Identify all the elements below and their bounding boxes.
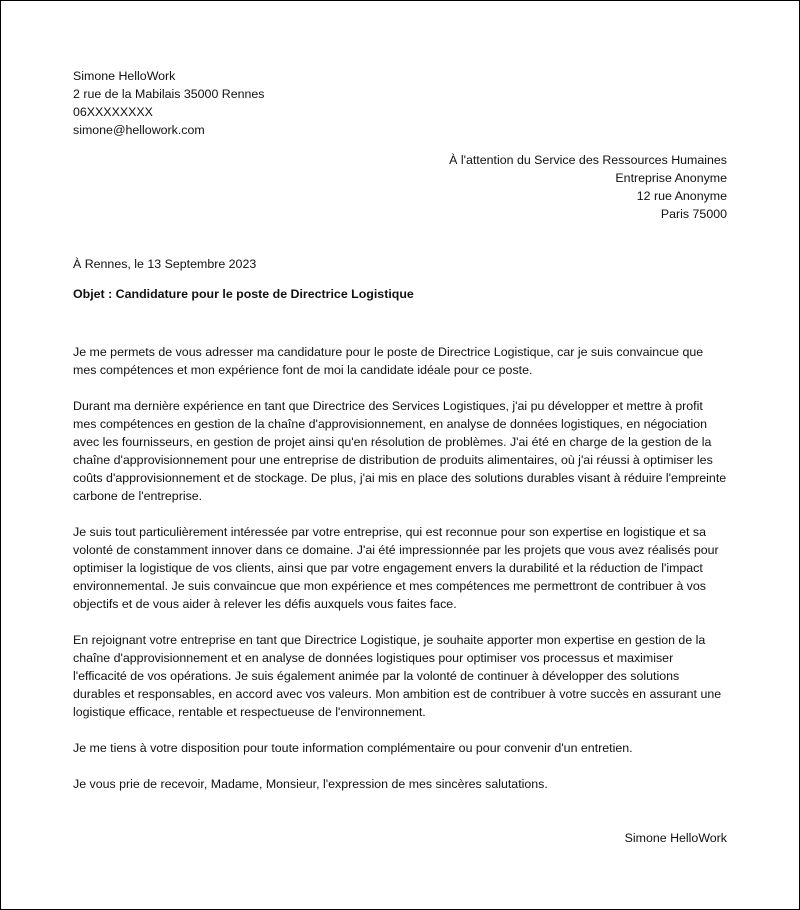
- sender-email: simone@hellowork.com: [73, 123, 205, 137]
- sender-phone: 06XXXXXXXX: [73, 105, 153, 119]
- recipient-street: 12 rue Anonyme: [636, 189, 727, 203]
- date-line: À Rennes, le 13 Septembre 2023: [73, 257, 257, 271]
- body-paragraph-1: Je me permets de vous adresser ma candidature pour le poste de Directrice Logistique, car je suis convaincue que mes compétences et mon expérience font de moi la candidate idéale pour ce poste.: [73, 345, 704, 377]
- subject-line: Objet : Candidature pour le poste de Directrice Logistique: [73, 287, 414, 301]
- recipient-block: [307, 151, 727, 223]
- sender-address: 2 rue de la Mabilais 35000 Rennes: [73, 87, 265, 101]
- signature: Simone HelloWork: [624, 831, 727, 845]
- letter-body: [73, 343, 729, 811]
- body-paragraph-5: Je me tiens à votre disposition pour toute information complémentaire ou pour convenir d'un entretien.: [73, 741, 633, 755]
- sender-block: [73, 67, 473, 139]
- recipient-city: Paris 75000: [660, 207, 727, 221]
- recipient-company: Entreprise Anonyme: [615, 171, 727, 185]
- body-paragraph-4: En rejoignant votre entreprise en tant que Directrice Logistique, je souhaite apporter mon expertise en gestion de la chaîne d'approvisionnement et en analyse de données logistiques pour optimiser vos processus et maximiser l'efficacité de vos opérations. Je suis également animée par la volonté de continuer à développer des solutions durables et responsables, en accord avec vos valeurs. Mon ambition est de contribuer à votre succès en assurant une logistique efficace, rentable et respectueuse de l'environnement.: [73, 633, 722, 719]
- recipient-attention: À l'attention du Service des Ressources Humaines: [449, 153, 727, 167]
- body-paragraph-3: Je suis tout particulièrement intéressée par votre entreprise, qui est reconnue pour son expertise en logistique et sa volonté de constamment innover dans ce domaine. J'ai été impressionnée par les projets que vous avez réalisés pour optimiser la logistique de vos clients, ainsi que par votre engagement envers la durabilité et la réduction de l'impact environnemental. Je suis convaincue que mon expérience et mes compétences me permettront de contribuer à vos objectifs et de vous aider à relever les défis auxquels vous faites face.: [73, 525, 719, 611]
- body-paragraph-6: Je vous prie de recevoir, Madame, Monsieur, l'expression de mes sincères salutations.: [73, 777, 548, 791]
- sender-name: Simone HelloWork: [73, 69, 176, 83]
- body-paragraph-2: Durant ma dernière expérience en tant que Directrice des Services Logistiques, j'ai pu développer et mettre à profit mes compétences en gestion de la chaîne d'approvisionnement, en analyse de données logistiques, en négociation avec les fournisseurs, en gestion de projet ainsi qu'en résolution de problèmes. J'ai été en charge de la gestion de la chaîne d'approvisionnement pour une entreprise de distribution de produits alimentaires, où j'ai réussi à optimiser les coûts d'approvisionnement et de stockage. De plus, j'ai mis en place des solutions durables visant à réduire l'empreinte carbone de l'entreprise.: [73, 399, 727, 503]
